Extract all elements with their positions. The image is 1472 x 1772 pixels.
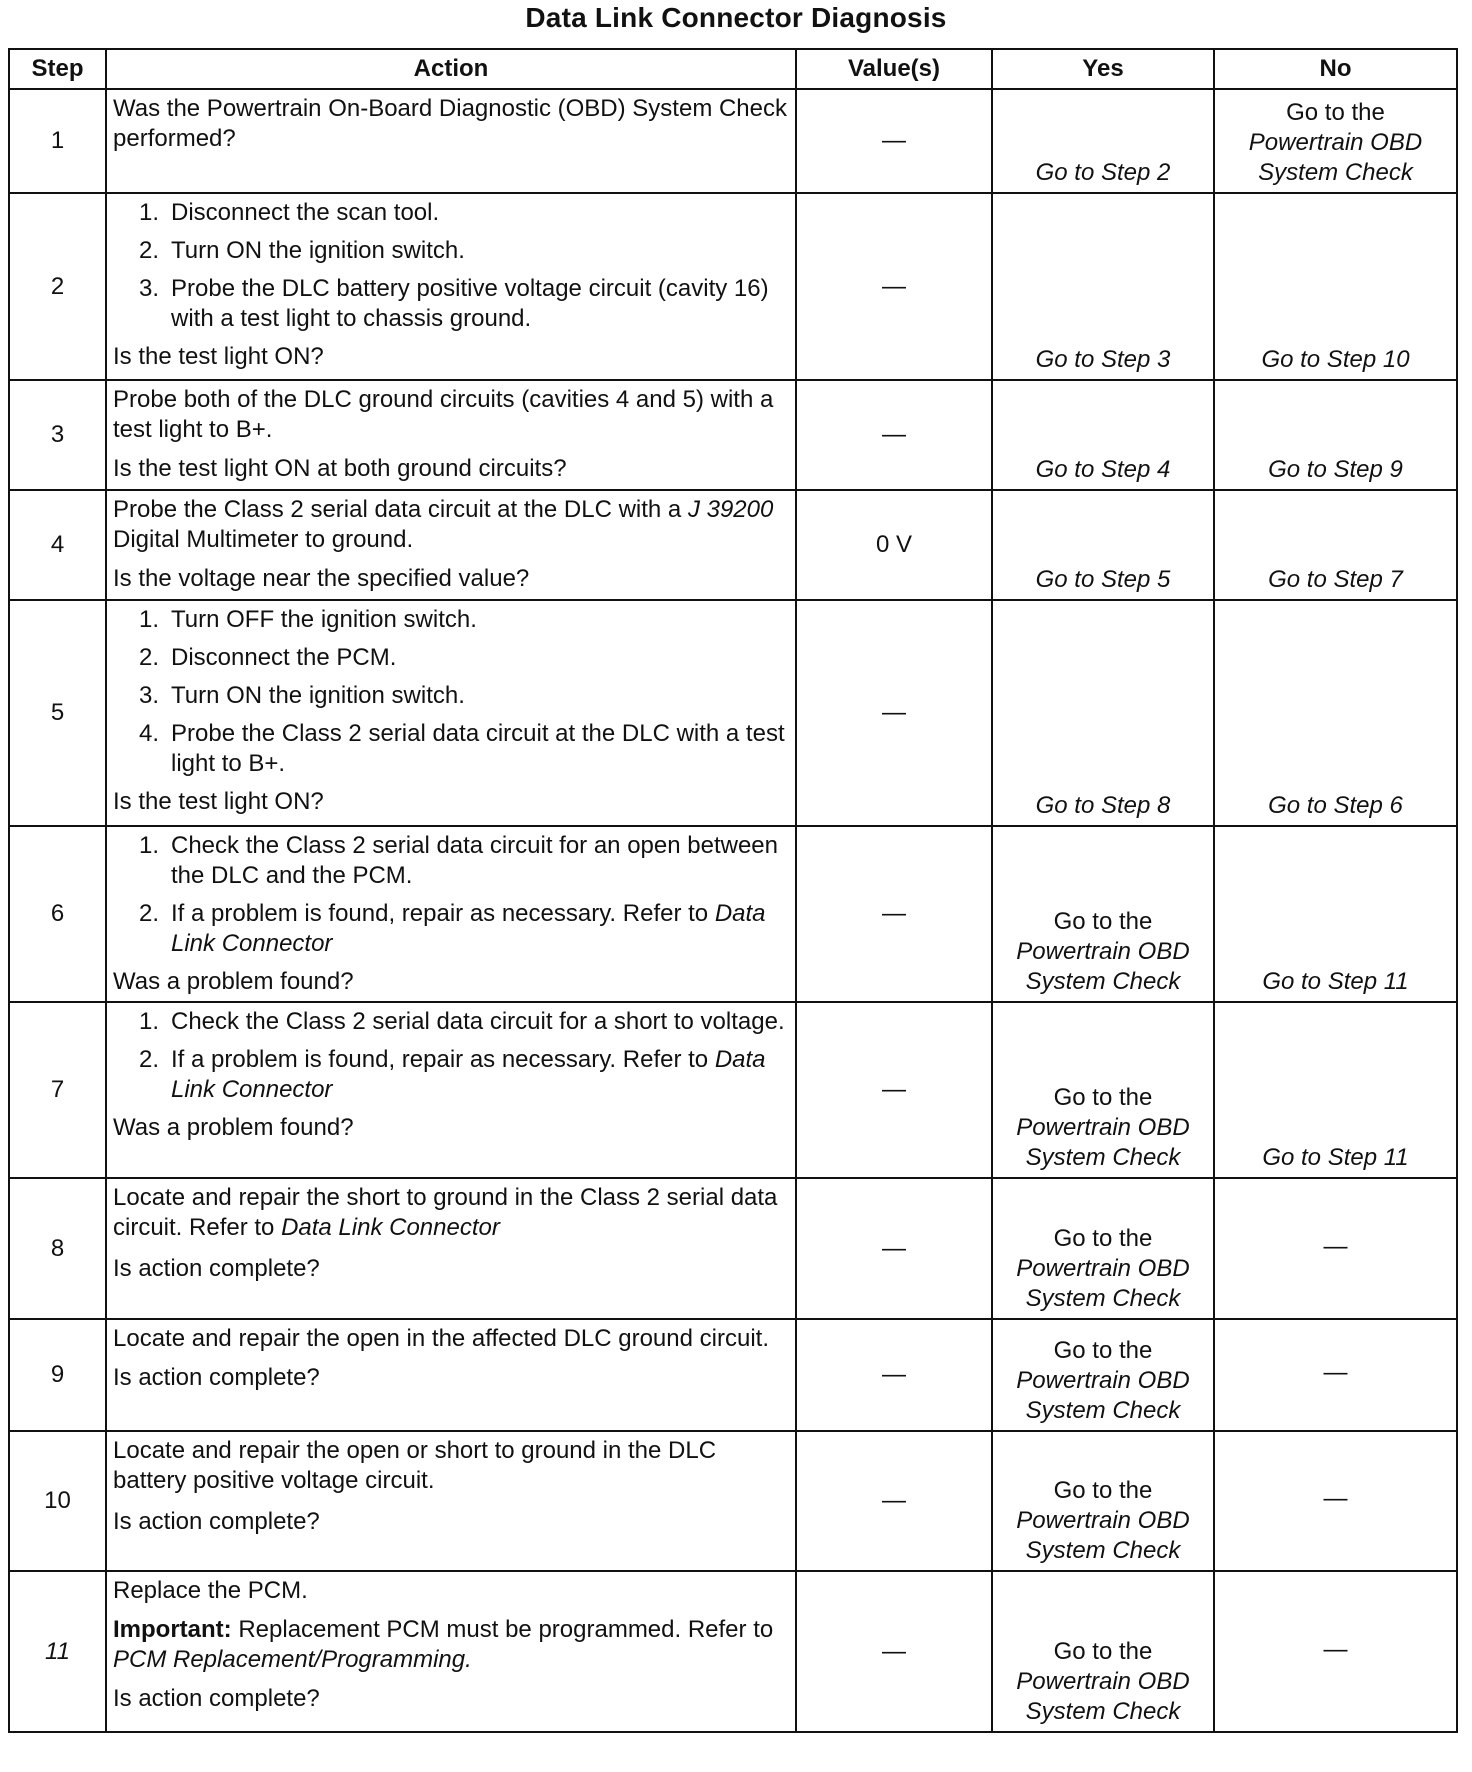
obd-ref-line2: Powertrain OBD: [1016, 1255, 1190, 1282]
table-row: [9, 1319, 1457, 1431]
obd-ref-line3: System Check: [1258, 159, 1413, 186]
list-item: 2. Disconnect the PCM.: [138, 644, 397, 671]
action-text: Was the Powertrain On-Board Diagnostic (OBD) System Check performed?: [113, 95, 788, 152]
step-number: 2: [9, 193, 106, 380]
no-cell: —: [1214, 1571, 1457, 1732]
yes-cell: [992, 1178, 1214, 1319]
action-question: Is the test light ON?: [113, 788, 324, 815]
no-goto: Go to Step 11: [1262, 968, 1409, 995]
obd-ref-line1: Go to the: [1053, 1337, 1153, 1364]
value-cell: —: [796, 1431, 992, 1571]
obd-ref-line2: Powertrain OBD: [1016, 938, 1190, 965]
action-cell: [106, 1431, 796, 1571]
yes-cell: [992, 193, 1214, 380]
value-cell: —: [796, 1571, 992, 1732]
no-cell: —: [1214, 1431, 1457, 1571]
table-row: [9, 380, 1457, 490]
action-text: Probe the Class 2 serial data circuit at the DLC with a J 39200 Digital Multimeter to ground.: [113, 496, 774, 553]
no-cell: [1214, 1002, 1457, 1178]
obd-ref-line3: System Check: [1025, 1397, 1181, 1424]
value-cell: —: [796, 89, 992, 193]
no-cell: [1214, 193, 1457, 380]
doc-reference: PCM Replacement/Programming.: [113, 1646, 472, 1673]
list-item: 2. If a problem is found, repair as necessary. Refer to Data Link Connector: [138, 900, 766, 957]
action-question: Is the test light ON at both ground circuits?: [113, 455, 567, 482]
header-row: [9, 49, 1457, 89]
table-row: [9, 826, 1457, 1002]
yes-cell: [992, 490, 1214, 600]
yes-goto: Go to Step 3: [1035, 346, 1171, 373]
action-question: Was a problem found?: [113, 968, 354, 995]
obd-ref-line3: System Check: [1025, 1144, 1181, 1171]
yes-goto: Go to Step 8: [1035, 792, 1171, 819]
tool-reference: J 39200: [687, 496, 774, 523]
no-goto: Go to Step 7: [1268, 566, 1403, 593]
list-item: 1. Disconnect the scan tool.: [138, 199, 440, 226]
obd-ref-line3: System Check: [1025, 1285, 1181, 1312]
action-question: Is the test light ON?: [113, 343, 324, 370]
yes-cell: [992, 826, 1214, 1002]
step-number: 9: [9, 1319, 106, 1431]
step-number: 3: [9, 380, 106, 490]
value-cell: —: [796, 1319, 992, 1431]
value-cell: —: [796, 380, 992, 490]
diagnosis-table: [8, 48, 1458, 1733]
action-question: Is the voltage near the specified value?: [113, 565, 530, 592]
action-question: Is action complete?: [113, 1508, 320, 1535]
no-cell: [1214, 490, 1457, 600]
table-row: [9, 1002, 1457, 1178]
value-cell: 0 V: [796, 490, 992, 600]
action-cell: [106, 193, 796, 380]
yes-cell: [992, 89, 1214, 193]
list-item: 1. Check the Class 2 serial data circuit for an open between the DLC and the PCM.: [138, 832, 778, 889]
obd-ref-line3: System Check: [1025, 1698, 1181, 1725]
value-cell: —: [796, 826, 992, 1002]
action-text: Locate and repair the short to ground in the Class 2 serial data circuit. Refer to Data Link Connector: [113, 1184, 778, 1241]
step-number: 5: [9, 600, 106, 826]
yes-cell: [992, 380, 1214, 490]
value-cell: —: [796, 1002, 992, 1178]
step-number: 8: [9, 1178, 106, 1319]
action-question: Is action complete?: [113, 1255, 320, 1282]
action-cell: [106, 1319, 796, 1431]
value-cell: —: [796, 1178, 992, 1319]
header-values: Value(s): [796, 49, 992, 89]
action-cell: [106, 1178, 796, 1319]
header-step: Step: [9, 49, 106, 89]
no-cell: [1214, 89, 1457, 193]
document-title: Data Link Connector Diagnosis: [525, 2, 947, 33]
header-no: No: [1214, 49, 1457, 89]
obd-ref-line1: Go to the: [1053, 1225, 1153, 1252]
action-cell: [106, 826, 796, 1002]
list-item: 3. Probe the DLC battery positive voltage circuit (cavity 16) with a test light to chassis ground.: [138, 275, 769, 332]
obd-ref-line2: Powertrain OBD: [1016, 1507, 1190, 1534]
action-cell: [106, 89, 796, 193]
yes-cell: [992, 1571, 1214, 1732]
action-cell: [106, 1002, 796, 1178]
doc-reference: Data Link Connector: [281, 1214, 500, 1241]
action-text: Probe both of the DLC ground circuits (cavities 4 and 5) with a test light to B+.: [113, 386, 774, 443]
important-label: Important:: [113, 1616, 232, 1643]
no-goto: Go to Step 9: [1268, 456, 1403, 483]
yes-goto: Go to Step 4: [1035, 456, 1171, 483]
action-question: Was a problem found?: [113, 1114, 354, 1141]
action-text: Replace the PCM.: [113, 1577, 308, 1604]
obd-ref-line2: Powertrain OBD: [1016, 1367, 1190, 1394]
obd-ref-line1: Go to the: [1053, 1477, 1153, 1504]
obd-ref-line2: Powertrain OBD: [1016, 1668, 1190, 1695]
table-row: [9, 193, 1457, 380]
table-row: [9, 600, 1457, 826]
no-cell: [1214, 826, 1457, 1002]
no-cell: [1214, 600, 1457, 826]
yes-cell: [992, 1002, 1214, 1178]
no-cell: —: [1214, 1319, 1457, 1431]
table-row: [9, 1431, 1457, 1571]
table-row: [9, 1178, 1457, 1319]
no-goto: Go to Step 6: [1268, 792, 1403, 819]
list-item: 2. If a problem is found, repair as necessary. Refer to Data Link Connector: [138, 1046, 766, 1103]
action-question: Is action complete?: [113, 1364, 320, 1391]
no-cell: —: [1214, 1178, 1457, 1319]
yes-cell: [992, 1431, 1214, 1571]
list-item: 4. Probe the Class 2 serial data circuit at the DLC with a test light to B+.: [138, 720, 785, 777]
value-cell: —: [796, 600, 992, 826]
step-number: 10: [9, 1431, 106, 1571]
list-item: 3. Turn ON the ignition switch.: [138, 682, 465, 709]
obd-ref-line3: System Check: [1025, 968, 1181, 995]
list-item: 1. Check the Class 2 serial data circuit for a short to voltage.: [138, 1008, 785, 1035]
action-cell: [106, 600, 796, 826]
doc-reference: Data Link Connector: [171, 1046, 766, 1103]
obd-ref-line1: Go to the: [1053, 1084, 1153, 1111]
no-goto: Go to Step 11: [1262, 1144, 1409, 1171]
list-item: 2. Turn ON the ignition switch.: [138, 237, 465, 264]
step-number: 11: [9, 1571, 106, 1732]
action-cell: [106, 490, 796, 600]
header-yes: Yes: [992, 49, 1214, 89]
obd-ref-line1: Go to the: [1053, 908, 1153, 935]
doc-reference: Data Link Connector: [171, 900, 766, 957]
header-action: Action: [106, 49, 796, 89]
yes-cell: [992, 1319, 1214, 1431]
yes-cell: [992, 600, 1214, 826]
table-row: [9, 1571, 1457, 1732]
action-text: Locate and repair the open or short to ground in the DLC battery positive voltage circuit.: [113, 1437, 717, 1494]
no-goto: Go to Step 10: [1261, 346, 1410, 373]
step-number: 4: [9, 490, 106, 600]
obd-ref-line2: Powertrain OBD: [1248, 129, 1423, 156]
obd-ref-line1: Go to the: [1053, 1638, 1153, 1665]
no-cell: [1214, 380, 1457, 490]
obd-ref-line3: System Check: [1025, 1537, 1181, 1564]
step-number: 6: [9, 826, 106, 1002]
table-row: [9, 490, 1457, 600]
obd-ref-line1: Go to the: [1286, 99, 1385, 126]
list-item: 1. Turn OFF the ignition switch.: [138, 606, 477, 633]
action-cell: [106, 1571, 796, 1732]
yes-goto: Go to Step 2: [1035, 159, 1171, 186]
important-note: Important: Replacement PCM must be programmed. Refer to PCM Replacement/Programming.: [113, 1616, 774, 1673]
action-question: Is action complete?: [113, 1685, 320, 1712]
step-number: 7: [9, 1002, 106, 1178]
yes-goto: Go to Step 5: [1035, 566, 1171, 593]
step-number: 1: [9, 89, 106, 193]
obd-ref-line2: Powertrain OBD: [1016, 1114, 1190, 1141]
value-cell: —: [796, 193, 992, 380]
action-cell: [106, 380, 796, 490]
table-row: [9, 89, 1457, 193]
action-text: Locate and repair the open in the affected DLC ground circuit.: [113, 1325, 769, 1352]
